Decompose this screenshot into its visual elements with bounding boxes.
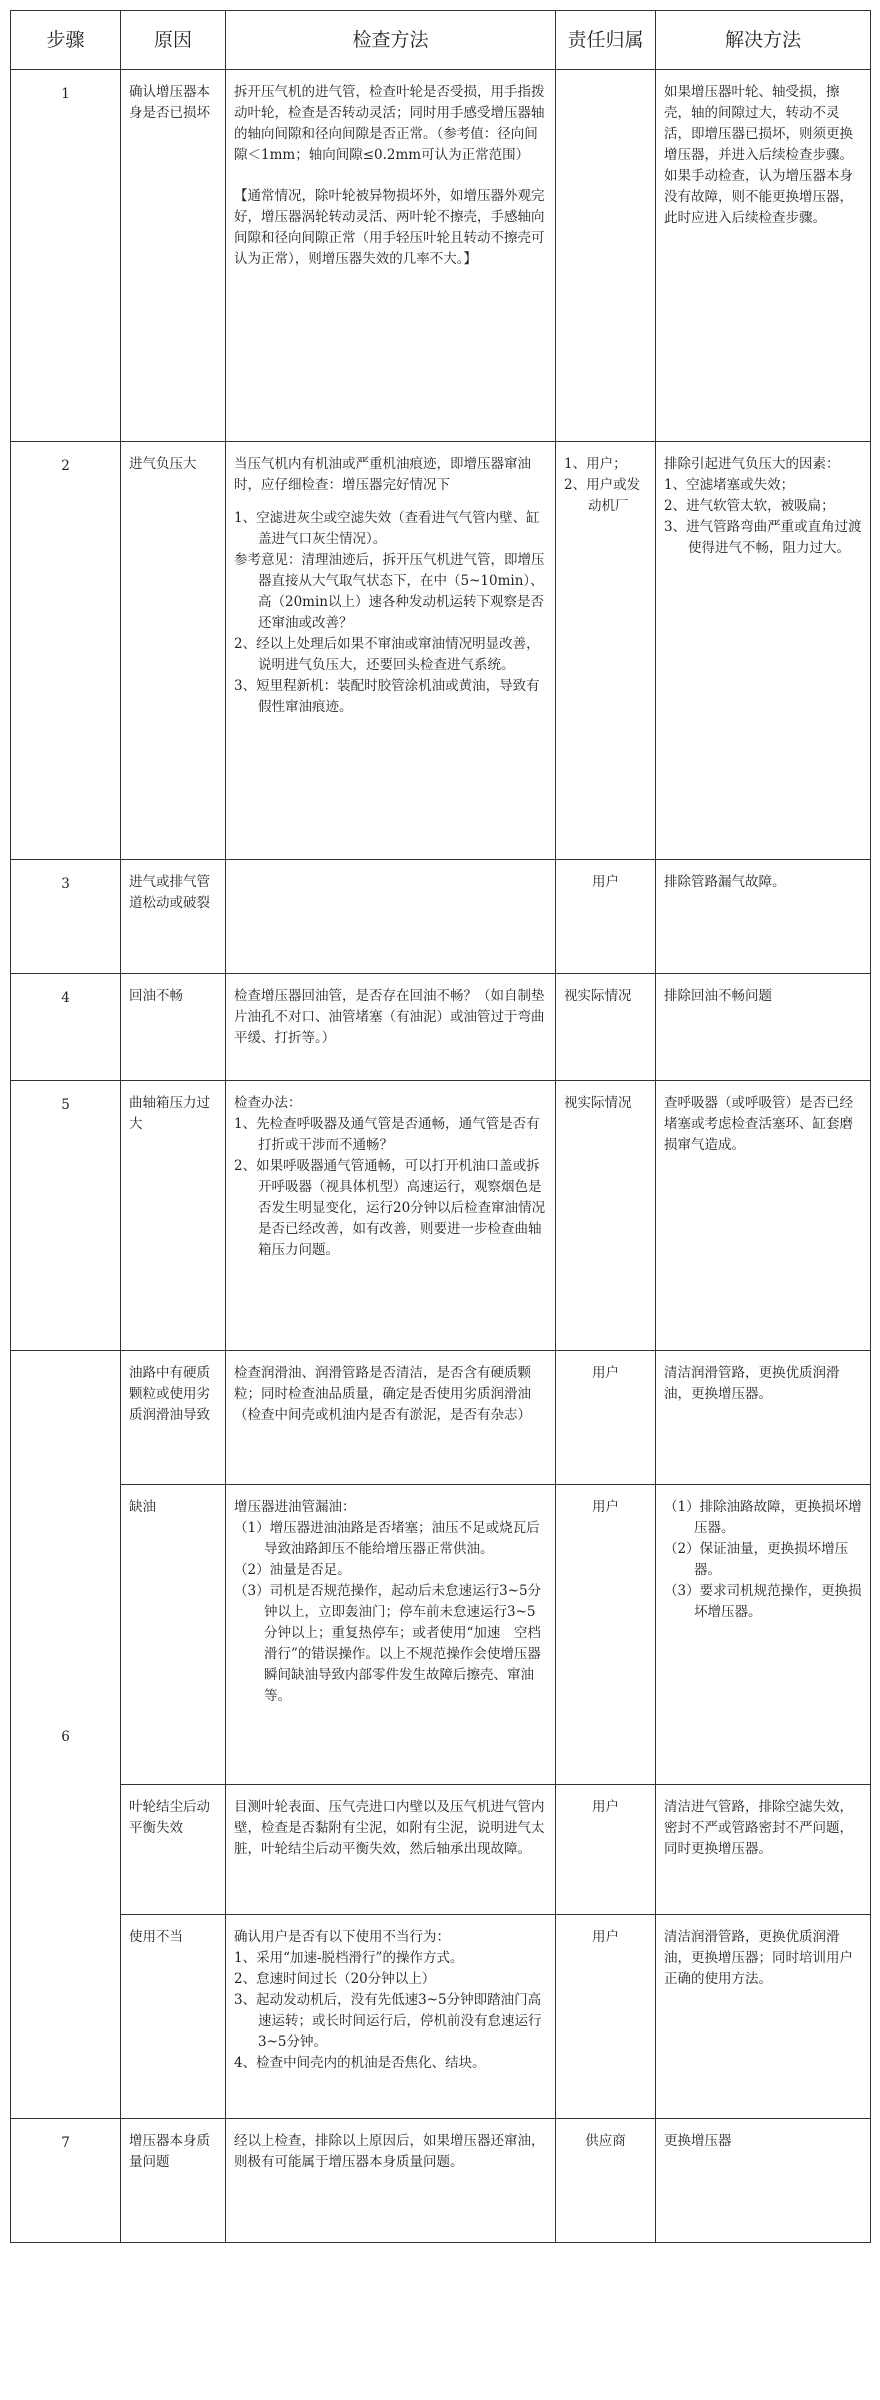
responsibility-cell: 用户 (556, 1785, 656, 1915)
table-row (11, 1915, 871, 2119)
responsibility-cell (556, 70, 656, 442)
header-cause: 原因 (121, 11, 226, 70)
list-item: 2、用户或发动机厂 (564, 477, 641, 514)
solution-cell: 查呼吸器（或呼吸管）是否已经堵塞或考虑检查活塞环、缸套磨损窜气造成。 (656, 1081, 871, 1351)
check-cell: 检查润滑油、润滑管路是否清洁，是否含有硬质颗粒；同时检查油品质量，确定是否使用劣质润滑油（检查中间壳或机油内是否有淤泥，是否有杂志） (226, 1351, 556, 1485)
check-list (234, 508, 547, 718)
check-cell (226, 860, 556, 974)
check-cell (226, 1081, 556, 1351)
solution-list (664, 1497, 862, 1623)
cause-cell: 增压器本身质量问题 (121, 2119, 226, 2243)
check-paragraph: 拆开压气机的进气管，检查叶轮是否受损，用手指拨动叶轮，检查是否转动灵活；同时用手感受增压器轴的轴向间隙和径向间隙是否正常。（参考值：径向间隙＜1mm；轴向间隙≤0.2mm可认为正常范围） (234, 84, 545, 163)
list-item: 2、如果呼吸器通气管通畅，可以打开机油口盖或拆开呼吸器（视具体机型）高速运行，观察烟色是否发生明显变化，运行20分钟以后检查窜油情况是否已经改善，如有改善，则要进一步检查曲轴箱压力问题。 (234, 1158, 546, 1258)
cause-cell: 叶轮结尘后动平衡失效 (121, 1785, 226, 1915)
table-row (11, 1785, 871, 1915)
list-item: （1）排除油路故障，更换损坏增压器。 (664, 1499, 862, 1536)
responsibility-cell: 供应商 (556, 2119, 656, 2243)
table-row (11, 2119, 871, 2243)
responsibility-cell: 用户 (556, 860, 656, 974)
list-item: （2）保证油量，更换损坏增压器。 (664, 1541, 849, 1578)
responsibility-cell (556, 442, 656, 860)
check-cell: 检查增压器回油管，是否存在回油不畅？（如自制垫片油孔不对口、油管堵塞（有油泥）或油管过于弯曲平缓、打折等。） (226, 974, 556, 1081)
troubleshooting-table (10, 10, 871, 2243)
cause-cell: 使用不当 (121, 1915, 226, 2119)
cause-cell: 进气负压大 (121, 442, 226, 860)
table-row (11, 860, 871, 974)
cause-cell: 油路中有硬质颗粒或使用劣质润滑油导致 (121, 1351, 226, 1485)
check-intro: 检查办法： (234, 1095, 302, 1111)
cause-cell: 回油不畅 (121, 974, 226, 1081)
step-cell: 6 (11, 1351, 121, 2119)
list-item: 1、先检查呼吸器及通气管是否通畅，通气管是否有打折或干涉而不通畅？ (234, 1116, 540, 1153)
list-item: 3、进气管路弯曲严重或直角过渡使得进气不畅，阻力过大。 (664, 519, 862, 556)
step-cell: 5 (11, 1081, 121, 1351)
table-row (11, 442, 871, 860)
header-solution: 解决方法 (656, 11, 871, 70)
list-item: 2、进气软管太软，被吸扁； (664, 498, 835, 514)
check-list (234, 1948, 547, 2074)
cause-cell: 进气或排气管道松动或破裂 (121, 860, 226, 974)
check-cell (226, 1485, 556, 1785)
list-item: 3、短里程新机：装配时胶管涂机油或黄油，导致有假性窜油痕迹。 (234, 678, 540, 715)
responsibility-cell: 视实际情况 (556, 1081, 656, 1351)
check-intro: 增压器进油管漏油： (234, 1499, 356, 1515)
solution-cell: 清洁润滑管路，更换优质润滑油，更换增压器。 (656, 1351, 871, 1485)
step-cell: 4 (11, 974, 121, 1081)
cause-cell: 曲轴箱压力过大 (121, 1081, 226, 1351)
responsibility-cell: 视实际情况 (556, 974, 656, 1081)
check-cell (226, 442, 556, 860)
list-item: 1、空滤进灰尘或空滤失效（查看进气气管内壁、缸盖进气口灰尘情况）。 (234, 510, 540, 547)
list-item: （3）司机是否规范操作，起动后未怠速运行3~5分钟以上，立即轰油门；停车前未怠速运行3~5分钟以上；重复热停车；或者使用“加速 空档滑行”的错误操作。以上不规范操作会使增压器瞬间缺油导致内部零件发生故障后擦壳、窜油等。 (234, 1583, 542, 1704)
solution-cell (656, 1485, 871, 1785)
solution-paragraph: 如果增压器叶轮、轴受损，擦壳，轴的间隙过大，转动不灵活，即增压器已损坏，则须更换增压器，并进入后续检查步骤。 (664, 84, 853, 163)
list-item: 3、起动发动机后，没有先低速3~5分钟即踏油门高速运转；或长时间运行后，停机前没有怠速运行3~5分钟。 (234, 1992, 542, 2050)
check-cell: 目测叶轮表面、压气壳进口内壁以及压气机进气管内壁，检查是否黏附有尘泥，如附有尘泥，说明进气太脏，叶轮结尘后动平衡失效，然后轴承出现故障。 (226, 1785, 556, 1915)
check-note: 【通常情况，除叶轮被异物损坏外，如增压器外观完好，增压器涡轮转动灵活、两叶轮不擦壳，手感轴向间隙和径向间隙正常（用手轻压叶轮且转动不擦壳可认为正常），则增压器失效的几率不大。】 (234, 188, 545, 267)
responsibility-cell: 用户 (556, 1485, 656, 1785)
solution-cell: 排除管路漏气故障。 (656, 860, 871, 974)
header-responsibility: 责任归属 (556, 11, 656, 70)
table-row (11, 1351, 871, 1485)
troubleshooting-document (10, 10, 870, 2243)
table-row (11, 1081, 871, 1351)
responsibility-cell: 用户 (556, 1351, 656, 1485)
table-row (11, 70, 871, 442)
solution-intro: 排除引起进气负压大的因素： (664, 456, 840, 472)
check-list (234, 1518, 547, 1707)
cause-cell: 缺油 (121, 1485, 226, 1785)
list-item: 参考意见：清理油迹后，拆开压气机进气管，即增压器直接从大气取气状态下，在中（5~10min）、高（20min以上）速各种发动机运转下观察是否还窜油或改善？ (234, 552, 545, 631)
step-cell: 1 (11, 70, 121, 442)
header-step: 步骤 (11, 11, 121, 70)
table-row (11, 1485, 871, 1785)
list-item: 1、用户； (564, 456, 627, 472)
solution-cell: 清洁进气管路，排除空滤失效，密封不严或管路密封不严问题，同时更换增压器。 (656, 1785, 871, 1915)
check-cell (226, 70, 556, 442)
solution-list (664, 475, 862, 559)
list-item: 2、经以上处理后如果不窜油或窜油情况明显改善，说明进气负压大，还要回头检查进气系统。 (234, 636, 540, 673)
check-cell: 经以上检查，排除以上原因后，如果增压器还窜油，则极有可能属于增压器本身质量问题。 (226, 2119, 556, 2243)
check-intro: 当压气机内有机油或严重机油痕迹，即增压器窜油时，应仔细检查：增压器完好情况下 (234, 456, 531, 493)
list-item: 1、空滤堵塞或失效； (664, 477, 795, 493)
cause-cell: 确认增压器本身是否已损坏 (121, 70, 226, 442)
list-item: （3）要求司机规范操作，更换损坏增压器。 (664, 1583, 862, 1620)
solution-cell (656, 442, 871, 860)
check-list (234, 1114, 547, 1261)
solution-paragraph: 如果手动检查，认为增压器本身没有故障，则不能更换增压器，此时应进入后续检查步骤。 (664, 168, 853, 226)
check-cell (226, 1915, 556, 2119)
solution-cell: 清洁润滑管路，更换优质润滑油，更换增压器；同时培训用户正确的使用方法。 (656, 1915, 871, 2119)
step-cell: 3 (11, 860, 121, 974)
list-item: 4、检查中间壳内的机油是否焦化、结块。 (234, 2055, 486, 2071)
table-row (11, 974, 871, 1081)
step-cell: 7 (11, 2119, 121, 2243)
list-item: （1）增压器进油油路是否堵塞；油压不足或烧瓦后导致油路卸压不能给增压器正常供油。 (234, 1520, 540, 1557)
responsibility-cell: 用户 (556, 1915, 656, 2119)
step-cell: 2 (11, 442, 121, 860)
check-intro: 确认用户是否有以下使用不当行为： (234, 1929, 450, 1945)
list-item: 2、怠速时间过长（20分钟以上） (234, 1971, 436, 1987)
list-item: （2）油量是否足。 (234, 1562, 351, 1578)
solution-cell: 更换增压器 (656, 2119, 871, 2243)
list-item: 1、采用“加速-脱档滑行”的操作方式。 (234, 1950, 464, 1966)
table-header-row (11, 11, 871, 70)
solution-cell: 排除回油不畅问题 (656, 974, 871, 1081)
solution-cell (656, 70, 871, 442)
header-check-method: 检查方法 (226, 11, 556, 70)
